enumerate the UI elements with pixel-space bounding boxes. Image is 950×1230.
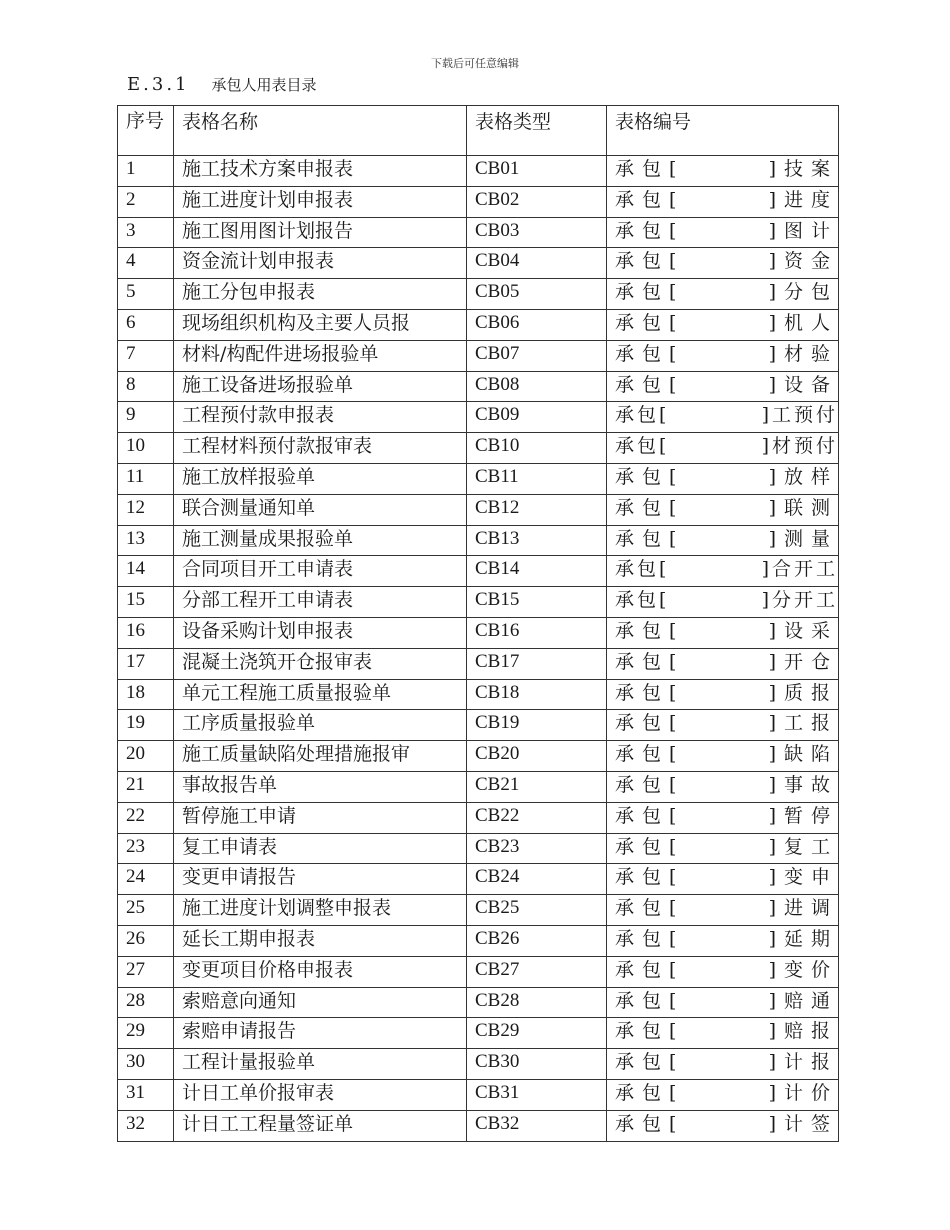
section-title: 承包人用表目录 (211, 76, 317, 94)
row-form-name: 复工申请表 (174, 833, 467, 864)
table-row (118, 556, 839, 587)
row-form-code (607, 956, 839, 987)
form-code-prefix: 承包[ (615, 804, 685, 827)
row-serial-number: 2 (118, 186, 174, 217)
row-form-code (607, 556, 839, 587)
table-row (118, 771, 839, 802)
row-serial-number: 11 (118, 463, 174, 494)
table-row (118, 802, 839, 833)
row-form-type: CB13 (467, 525, 607, 556)
form-code-suffix: ]技案 (768, 158, 838, 180)
row-form-name: 工程预付款申报表 (174, 402, 467, 433)
row-form-name: 事故报告单 (174, 771, 467, 802)
form-code-suffix: ]设采 (768, 619, 838, 642)
row-form-type: CB15 (467, 587, 607, 618)
row-form-code (607, 710, 839, 741)
table-row (118, 864, 839, 895)
row-form-code (607, 925, 839, 956)
row-form-code (607, 833, 839, 864)
table-row (118, 1049, 839, 1080)
row-form-code (607, 648, 839, 679)
form-code-suffix: ]延期 (768, 927, 838, 950)
row-form-code (607, 802, 839, 833)
row-form-type: CB02 (467, 186, 607, 217)
row-form-code (607, 309, 839, 340)
form-code-prefix: 承包[ (615, 589, 670, 612)
row-form-type: CB19 (467, 710, 607, 741)
row-form-type: CB25 (467, 895, 607, 926)
row-form-name: 施工测量成果报验单 (174, 525, 467, 556)
row-form-name: 单元工程施工质量报验单 (174, 679, 467, 710)
row-serial-number: 29 (118, 1018, 174, 1049)
form-code-suffix: ]赔通 (768, 989, 838, 1012)
row-form-code (607, 587, 839, 618)
row-form-type: CB05 (467, 279, 607, 310)
row-form-code (607, 864, 839, 895)
row-form-name: 变更项目价格申报表 (174, 956, 467, 987)
form-code-suffix: ]事故 (768, 773, 838, 796)
row-form-type: CB01 (467, 156, 607, 187)
row-serial-number: 25 (118, 895, 174, 926)
table-row (118, 587, 839, 618)
form-code-prefix: 承包[ (615, 404, 670, 427)
row-serial-number: 13 (118, 525, 174, 556)
form-code-suffix: ]计价 (768, 1081, 838, 1104)
row-form-code (607, 771, 839, 802)
form-code-prefix: 承包[ (615, 342, 685, 365)
row-serial-number: 18 (118, 679, 174, 710)
row-form-code (607, 433, 839, 464)
form-code-prefix: 承包[ (615, 619, 685, 642)
row-form-type: CB30 (467, 1049, 607, 1080)
row-form-type: CB20 (467, 741, 607, 772)
form-code-suffix: ]测量 (768, 527, 838, 550)
table-row (118, 956, 839, 987)
row-form-code (607, 156, 839, 187)
table-body (118, 156, 839, 1142)
form-code-prefix: 承包[ (615, 1081, 685, 1104)
form-code-suffix: ]赔报 (768, 1020, 838, 1043)
form-code-prefix: 承包[ (615, 1112, 685, 1135)
row-form-name: 混凝土浇筑开仓报审表 (174, 648, 467, 679)
row-form-code (607, 1079, 839, 1110)
row-serial-number: 14 (118, 556, 174, 587)
row-form-name: 施工进度计划调整申报表 (174, 895, 467, 926)
row-serial-number: 24 (118, 864, 174, 895)
form-code-prefix: 承包[ (615, 435, 670, 458)
row-form-type: CB21 (467, 771, 607, 802)
row-form-type: CB29 (467, 1018, 607, 1049)
row-form-name: 设备采购计划申报表 (174, 617, 467, 648)
table-row (118, 987, 839, 1018)
table-row (118, 279, 839, 310)
table-row (118, 895, 839, 926)
form-code-prefix: 承包[ (615, 465, 685, 488)
row-form-type: CB23 (467, 833, 607, 864)
table-row (118, 525, 839, 556)
table-row (118, 248, 839, 279)
form-code-prefix: 承包[ (615, 219, 685, 242)
row-form-type: CB12 (467, 494, 607, 525)
row-serial-number: 32 (118, 1110, 174, 1141)
table-row (118, 186, 839, 217)
table-row (118, 433, 839, 464)
row-serial-number: 9 (118, 402, 174, 433)
table-row (118, 1079, 839, 1110)
row-form-type: CB17 (467, 648, 607, 679)
table-header-row (118, 106, 839, 156)
row-form-name: 分部工程开工申请表 (174, 587, 467, 618)
form-code-suffix: ]复工 (768, 835, 838, 858)
form-catalog-table (117, 105, 839, 1142)
row-serial-number: 5 (118, 279, 174, 310)
form-code-prefix: 承包[ (615, 773, 685, 796)
row-form-name: 延长工期申报表 (174, 925, 467, 956)
row-form-name: 施工质量缺陷处理措施报审 (174, 741, 467, 772)
row-form-name: 材料/构配件进场报验单 (174, 340, 467, 371)
table-row (118, 402, 839, 433)
form-code-prefix: 承包[ (615, 650, 685, 673)
row-form-code (607, 741, 839, 772)
row-form-name: 工序质量报验单 (174, 710, 467, 741)
table-row (118, 494, 839, 525)
row-serial-number: 12 (118, 494, 174, 525)
table-row (118, 156, 839, 187)
form-code-suffix: ]工报 (768, 712, 838, 735)
row-form-code (607, 463, 839, 494)
row-form-code (607, 217, 839, 248)
row-form-type: CB32 (467, 1110, 607, 1141)
form-code-suffix: ]进度 (768, 188, 838, 211)
row-form-code (607, 679, 839, 710)
row-serial-number: 1 (118, 156, 174, 187)
row-serial-number: 31 (118, 1079, 174, 1110)
form-code-suffix: ]分开工 (761, 589, 838, 612)
row-form-name: 计日工工程量签证单 (174, 1110, 467, 1141)
row-serial-number: 16 (118, 617, 174, 648)
form-code-suffix: ]开仓 (768, 650, 838, 673)
row-form-type: CB06 (467, 309, 607, 340)
table-row (118, 833, 839, 864)
form-code-suffix: ]变价 (768, 958, 838, 981)
form-code-suffix: ]图计 (768, 219, 838, 242)
row-form-name: 联合测量通知单 (174, 494, 467, 525)
form-code-suffix: ]放样 (768, 465, 838, 488)
form-code-suffix: ]质报 (768, 681, 838, 704)
table-row (118, 741, 839, 772)
row-form-code (607, 340, 839, 371)
form-code-suffix: ]工预付 (761, 404, 838, 427)
row-form-name: 现场组织机构及主要人员报 (174, 309, 467, 340)
row-form-code (607, 1110, 839, 1141)
table-row (118, 309, 839, 340)
row-form-name: 变更申请报告 (174, 864, 467, 895)
row-form-type: CB11 (467, 463, 607, 494)
section-number: E.3.1 (127, 74, 190, 95)
table-row (118, 1110, 839, 1141)
row-form-code (607, 1049, 839, 1080)
row-form-code (607, 895, 839, 926)
row-serial-number: 28 (118, 987, 174, 1018)
row-form-type: CB07 (467, 340, 607, 371)
row-form-code (607, 494, 839, 525)
row-form-type: CB10 (467, 433, 607, 464)
header-form-code: 表格编号 (607, 106, 839, 156)
row-form-type: CB16 (467, 617, 607, 648)
header-form-name: 表格名称 (174, 106, 467, 156)
form-code-prefix: 承包[ (615, 866, 685, 889)
form-code-suffix: ]资金 (768, 250, 838, 273)
row-serial-number: 10 (118, 433, 174, 464)
form-code-suffix: ]联测 (768, 496, 838, 519)
row-form-code (607, 186, 839, 217)
form-code-suffix: ]材预付 (761, 435, 838, 458)
row-serial-number: 17 (118, 648, 174, 679)
form-code-prefix: 承包[ (615, 712, 685, 735)
table-row (118, 340, 839, 371)
row-serial-number: 23 (118, 833, 174, 864)
row-serial-number: 7 (118, 340, 174, 371)
row-form-name: 施工图用图计划报告 (174, 217, 467, 248)
table-row (118, 710, 839, 741)
form-code-prefix: 承包[ (615, 927, 685, 950)
row-serial-number: 30 (118, 1049, 174, 1080)
row-form-type: CB31 (467, 1079, 607, 1110)
form-code-suffix: ]机人 (768, 311, 838, 334)
table-row (118, 463, 839, 494)
form-code-prefix: 承包[ (615, 897, 685, 920)
form-code-prefix: 承包[ (615, 1020, 685, 1043)
row-serial-number: 4 (118, 248, 174, 279)
row-form-code (607, 279, 839, 310)
table-row (118, 217, 839, 248)
row-serial-number: 27 (118, 956, 174, 987)
row-serial-number: 15 (118, 587, 174, 618)
form-code-prefix: 承包[ (615, 558, 670, 581)
form-code-suffix: ]计签 (768, 1112, 838, 1135)
table-row (118, 371, 839, 402)
row-form-type: CB24 (467, 864, 607, 895)
row-form-type: CB09 (467, 402, 607, 433)
form-code-prefix: 承包[ (615, 188, 685, 211)
row-serial-number: 8 (118, 371, 174, 402)
row-form-type: CB14 (467, 556, 607, 587)
form-code-suffix: ]计报 (768, 1051, 838, 1074)
row-serial-number: 22 (118, 802, 174, 833)
form-code-prefix: 承包[ (615, 835, 685, 858)
table-row (118, 679, 839, 710)
row-form-type: CB04 (467, 248, 607, 279)
row-serial-number: 20 (118, 741, 174, 772)
row-form-name: 工程计量报验单 (174, 1049, 467, 1080)
row-form-code (607, 371, 839, 402)
row-form-code (607, 402, 839, 433)
row-form-name: 计日工单价报审表 (174, 1079, 467, 1110)
row-form-code (607, 987, 839, 1018)
row-form-name: 索赔申请报告 (174, 1018, 467, 1049)
row-form-type: CB03 (467, 217, 607, 248)
row-form-type: CB22 (467, 802, 607, 833)
form-code-prefix: 承包[ (615, 681, 685, 704)
row-form-name: 工程材料预付款报审表 (174, 433, 467, 464)
row-form-code (607, 617, 839, 648)
form-code-prefix: 承包[ (615, 958, 685, 981)
section-heading (127, 74, 317, 95)
row-form-type: CB28 (467, 987, 607, 1018)
row-form-code (607, 1018, 839, 1049)
row-form-code (607, 248, 839, 279)
row-serial-number: 6 (118, 309, 174, 340)
form-code-suffix: ]暂停 (768, 804, 838, 827)
form-code-prefix: 承包[ (615, 158, 685, 180)
row-form-type: CB08 (467, 371, 607, 402)
row-form-name: 施工分包申报表 (174, 279, 467, 310)
header-serial-number: 序号 (118, 106, 174, 156)
table-row (118, 648, 839, 679)
form-code-prefix: 承包[ (615, 373, 685, 396)
watermark-text: 下载后可任意编辑 (431, 57, 519, 70)
table-row (118, 1018, 839, 1049)
row-serial-number: 21 (118, 771, 174, 802)
row-form-name: 暂停施工申请 (174, 802, 467, 833)
row-form-name: 施工进度计划申报表 (174, 186, 467, 217)
header-form-type: 表格类型 (467, 106, 607, 156)
row-form-name: 施工放样报验单 (174, 463, 467, 494)
form-code-prefix: 承包[ (615, 496, 685, 519)
row-form-name: 合同项目开工申请表 (174, 556, 467, 587)
form-code-suffix: ]设备 (768, 373, 838, 396)
row-form-type: CB18 (467, 679, 607, 710)
row-form-name: 施工技术方案申报表 (174, 156, 467, 187)
form-code-suffix: ]材验 (768, 342, 838, 365)
form-code-prefix: 承包[ (615, 281, 685, 304)
form-code-suffix: ]变申 (768, 866, 838, 889)
table-row (118, 925, 839, 956)
form-code-prefix: 承包[ (615, 311, 685, 334)
form-code-suffix: ]进调 (768, 897, 838, 920)
form-code-prefix: 承包[ (615, 527, 685, 550)
row-serial-number: 19 (118, 710, 174, 741)
form-code-suffix: ]缺陷 (768, 743, 838, 766)
row-form-name: 施工设备进场报验单 (174, 371, 467, 402)
form-code-prefix: 承包[ (615, 743, 685, 766)
row-form-code (607, 525, 839, 556)
row-form-type: CB27 (467, 956, 607, 987)
row-form-name: 资金流计划申报表 (174, 248, 467, 279)
form-code-suffix: ]分包 (768, 281, 838, 304)
form-code-prefix: 承包[ (615, 989, 685, 1012)
row-serial-number: 26 (118, 925, 174, 956)
form-code-prefix: 承包[ (615, 1051, 685, 1074)
form-code-prefix: 承包[ (615, 250, 685, 273)
table-row (118, 617, 839, 648)
row-form-name: 索赔意向通知 (174, 987, 467, 1018)
form-code-suffix: ]合开工 (761, 558, 838, 581)
row-serial-number: 3 (118, 217, 174, 248)
row-form-type: CB26 (467, 925, 607, 956)
